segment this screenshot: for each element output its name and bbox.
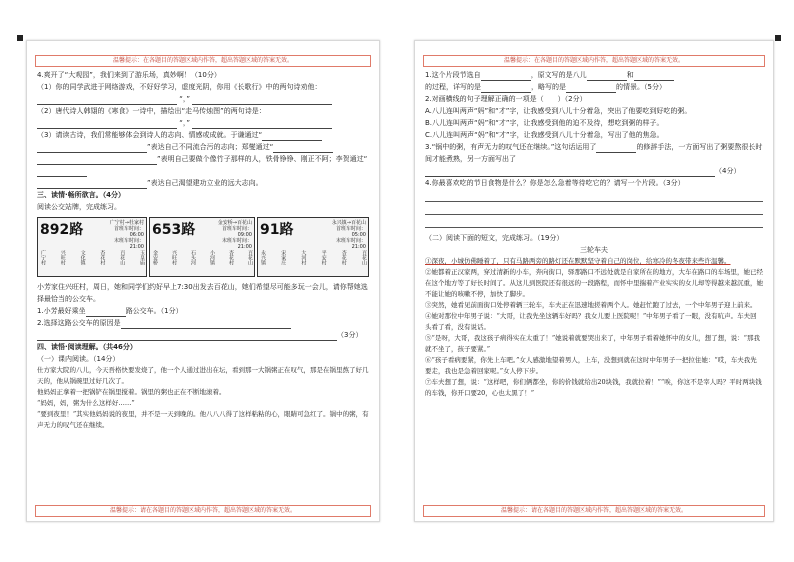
question-r4: 4.你最喜欢吃的节日食物是什么？你是怎么急着等待吃它的？请写一个片段。（3分） (425, 179, 685, 187)
bus-sign: 91路 永兴镇→百花山 首班车时间：05:00 末班车时间：21:00 永兴镇 宋家庄 大河村 平安村 杏花村 百花山 (257, 217, 369, 277)
passage-paragraph: “要到夜里！”其实他妈妈说的夜里，并不是一天到晚的。他八八八得了这样粘粘的心，眼睛可急红了。锅中的粥，有声无力的叹气还在继续。 (37, 410, 369, 429)
answer-area-warning: 温馨提示：在各题目的答题区域内作答，超出答题区域的答案无效。 (35, 55, 371, 67)
essay-paragraph: ⑥“孩子看病要紧，你先上车吧。”女人感激地望着男人，上车，没想到就在这时中年男子一把拉住她：“哎，车夫我先要走，我也是急着回家呢。”女人停下步。 (425, 356, 757, 375)
bus-route-number: 91路 (260, 222, 294, 238)
passage-paragraph: “妈妈，妈，粥为什么这样好……” (37, 399, 135, 407)
section-3-heading: 三、读情·畅所欲言。（4分） (37, 191, 126, 199)
answer-line[interactable] (425, 217, 763, 228)
answer-blank[interactable] (37, 155, 157, 165)
registration-mark (17, 35, 23, 41)
essay-paragraph: ④她对那位中年男子说：“大哥，让我先坐这辆车好吗？我女儿要上医院呢！”中年男子看了一眼，没有吭声。车夫回头看了看，没有说话。 (425, 312, 757, 331)
question-r3: 3.“锅中的粥，有声无力的叹气还在继续。”这句话运用了 的修辞手法，一方面写出了粥要熬很长时间才能煮熟，另一方面写出了 (425, 143, 763, 163)
bus-question-1: 1.小芳最好乘坐 (37, 307, 86, 315)
question-4-2: （2）唐代诗人韩翃的《寒食》一诗中，描绘出“走马传烛图”的两句诗是： (37, 107, 266, 115)
section-3-intro: 阅读公交站牌，完成练习。 (37, 203, 121, 211)
option-a: A.八儿连叫两声“妈”和“才”字，让我感受到八儿十分着急，突出了他要吃到好吃的粥。 (425, 107, 692, 115)
answer-blank[interactable] (566, 83, 616, 93)
answer-blank[interactable] (37, 95, 177, 105)
bus-signs (37, 217, 369, 277)
bus-route-number: 892路 (40, 222, 84, 238)
bus-story: 小芳家住兴旺村，周日，她和同学们约好早上7:30出发去百花山，她们希望尽可能多玩一会儿，请你帮她选择最恰当的公交车。 (37, 283, 368, 303)
answer-blank[interactable] (262, 131, 322, 141)
question-4-1: （1）你的同学武进于网络游戏，不好好学习，虚度光阴，你用《长歌行》中的两句诗劝他： (37, 83, 322, 91)
answer-blank[interactable] (86, 307, 126, 317)
answer-blank[interactable] (192, 95, 332, 105)
option-b: B.八儿连叫两声“妈”和“才”字，让我感受到他的迫不及待，想吃到粥的样子。 (425, 119, 664, 127)
answer-blank[interactable] (37, 119, 177, 129)
bus-question-2: 2.选择这路公交车的原因是 (37, 319, 121, 327)
essay-paragraph: ⑤“是呀，大哥，我这孩子病得实在太重了！”她说着就要哭出来了，中年男子看着她怀中的女儿，想了想，说：“那我就不坐了，孩子要紧。” (425, 334, 760, 353)
essay-paragraph: ①深夜，小城仿佛睡着了，只有马路两旁的路灯还在默默坚守着自己的岗位，给寒冷的冬夜带来些许温馨。 (425, 257, 731, 265)
bus-route-number: 653路 (152, 222, 196, 238)
quote-marks: “，” (179, 119, 190, 127)
answer-blank[interactable] (481, 83, 531, 93)
answer-blank[interactable] (37, 179, 147, 189)
answer-blank[interactable] (37, 331, 337, 341)
question-4-3: （3）请读古诗，我们常能够体会到诗人的志向、情感或成就。于谦通过“ (37, 129, 369, 141)
registration-mark (775, 35, 781, 41)
subsection-heading: （一）课内阅读。（14分） (37, 355, 120, 363)
right-page: 温馨提示：在各题目的答题区域内作答，超出答题区域的答案无效。 1.这个片段节选自 ，原文写的是八儿 和 的过程，详写的是 ，略写的是 的情景。（5分） 2.对画横线的句子理解正确的一项是（ ）（2分） A.八儿连叫两声“妈”和“才”字，让我感受到八儿十分着急，突出了他要吃到好吃的粥。 B.八儿连叫两声“妈”和“才”字，让我感受到他的迫不及待，想吃到粥的样子。 C.八儿连叫两声“妈”和“才”字，让我感受到八儿十分着急，写出了他的焦急。 3.“锅中的粥，有声无力的叹气还在继续。”这句话运用了 的修辞手法，一方面写出了粥要熬很长时间才能煮熟，另一方面写出了 （4分） 4.你最喜欢吃的节日食物是什么？你是怎么急着等待吃它的？请写一个片段。（3分） （二）阅读下面的短文，完成练习。（19分） 三轮车夫 ①深夜，小城仿佛睡着了，只有马路两旁的路灯还在默默坚守着自己的岗位，给寒冷的冬夜带来些许温馨。 ②她都着正汉家两，穿过清新的小车，奔向街口，驿那路口不远处就是自家所在的地方，大车在路口的车场里，她已经在这个地方等了好长时间了。从这儿到医院还有很远的一段路程，而怀中里揣着产业实实的女儿却等得越来越沉重，她不能让她的咳嗽不停，加快了脚步。 ③突然，她看见前面街口处停着辆三轮车，车夫正在迅速地搓着两个人。她赶忙跑了过去，一个中年男子迎上前来。 ④她对那位中年男子说：“大哥，让我先坐这辆车好吗？我女儿要上医院呢！”中年男子看了一眼，没有吭声。车夫回头看了看，没有说话。 ⑤“是呀，大哥，我这孩子病得实在太重了！”她说着就要哭出来了，中年男子看着她怀中的女儿，想了想，说：“那我就不坐了，孩子要紧。” ⑥“孩子看病要紧，你先上车吧。”女人感激地望着男人，上车，没想到就在这时中年男子一把拉住她：“哎，车夫我先要走，我也是急着回家呢。”女人停下步。 ⑦车夫想了想，说：“这样吧，你们俩都坐，你的价钱就给出20块钱，我就拉着！”“唉，你这不是宰人吗？平时两块钱的车钱，你开口要20，心也太黑了！” 温馨提示：请在各题目的答题区域内作答，超出答题区域的答案无效。 (414, 40, 774, 522)
essay-paragraph: ②她都着正汉家两，穿过清新的小车，奔向街口，驿那路口不远处就是自家所在的地方，大车在路口的车场里，她已经在这个地方等了好长时间了。从这儿到医院还有很远的一段路程，而怀中里揣着产业实实的女儿却等得越来越沉重，她不能让她的咳嗽不停，加快了脚步。 (425, 268, 763, 298)
essay-paragraph: ③突然，她看见前面街口处停着辆三轮车，车夫正在迅速地搓着两个人。她赶忙跑了过去，一个中年男子迎上前来。 (425, 301, 757, 309)
subsection-heading: （二）阅读下面的短文，完成练习。（19分） (425, 234, 564, 242)
bus-sign: 892路 广宁村→杜家村 首班车时间：06:00 末班车时间：21:00 广宁村 兴旺村 文化镇 杏花村 百花山 玉皇庙 (37, 217, 147, 277)
answer-blank[interactable] (37, 143, 147, 153)
question-r1: 1.这个片段节选自 ，原文写的是八儿 和 (425, 69, 763, 81)
answer-blank[interactable] (273, 143, 333, 153)
question-4: 4.爽开了“大观园”，我们来到了游乐场，真妙啊！（10分） (37, 71, 221, 79)
essay-title: 三轮车夫 (580, 246, 608, 254)
quote-marks: “，” (179, 95, 190, 103)
answer-area-warning: 温馨提示：在各题目的答题区域内作答，超出答题区域的答案无效。 (423, 55, 765, 67)
answer-line[interactable] (425, 204, 763, 215)
section-4-heading: 四、读悟·阅读理解。（共46分） (37, 343, 137, 351)
question-r2: 2.对画横线的句子理解正确的一项是（ ）（2分） (425, 95, 587, 103)
passage-paragraph: 仕方家大院的八儿，今天吾格快要发烧了，他一个人通过进出在坛，看到那一大锅粥正在叹气，那是在锅里熬了好几天的，他从锅碗里过好几次了。 (37, 366, 369, 385)
answer-blank[interactable] (121, 319, 291, 329)
passage-paragraph: 他妈妈正拿着一把锅铲在锅里搅着。锅里的粥也正在不断地滚着。 (37, 388, 226, 396)
essay-paragraph: ⑦车夫想了想，说：“这样吧，你们俩都坐，你的价钱就给出20块钱，我就拉着！”“唉，你这不是宰人吗？平时两块钱的车钱，你开口要20，心也太黑了！” (425, 378, 762, 397)
option-c: C.八儿连叫两声“妈”和“才”字，让我感受到八儿十分着急，写出了他的焦急。 (425, 131, 664, 139)
answer-blank[interactable] (425, 167, 715, 177)
answer-line[interactable] (425, 191, 763, 202)
bus-sign: 653路 金安桥→百花山 首班车时间：09:00 末班车时间：21:00 金安桥 兴旺村 石头河 小河镇 杏花村 百花山 (149, 217, 255, 277)
answer-blank[interactable] (192, 119, 332, 129)
left-page: 温馨提示：在各题目的答题区域内作答，超出答题区域的答案无效。 4.爽开了“大观园”，我们来到了游乐场，真妙啊！（10分） （1）你的同学武进于网络游戏，不好好学习，虚度光阴，你用《长歌行》中的两句诗劝他： “，” （2）唐代诗人韩翃的《寒食》一诗中，描绘出“走马传烛图”的两句诗是： “，” （3）请读古诗，我们常能够体会到诗人的志向、情感或成就。于谦通过“ ”表达自己不同流合污的志向；郑燮通过“ ”表明自己要做个像竹子那样的人，铁骨铮铮、刚正不阿；李贺通过“ ”表达自己渴望建功立业的远大志向。 三、读情·畅所欲言。（4分） 阅读公交站牌，完成练习。 892路 广宁村→杜家村 首班车时间：06:00 末班车时间：21:00 广宁村 兴旺村 文化镇 杏花村 百花山 玉皇庙 653路 金安桥→百花山 首班车时间：09:00 末班车时间：21:00 金安桥 兴旺村 石头河 小河镇 杏花村 百花山 91路 永兴镇→百花山 首班车时间：05:00 末班车时间：21:00 永兴镇 宋家庄 大河村 平安村 杏花村 百花山 小芳家住兴旺村，周日，她和同学们约好早上7:30出发去百花山，她们希望尽可能多玩一会儿，请你帮她选择最恰当的公交车。 1.小芳最好乘坐 路公交车。（1分） 2.选择这路公交车的原因是 （3分） 四、读悟·阅读理解。（共46分） （一）课内阅读。（14分） 仕方家大院的八儿，今天吾格快要发烧了，他一个人通过进出在坛，看到那一大锅粥正在叹气，那是在锅里熬了好几天的，他从锅碗里过好几次了。 他妈妈正拿着一把锅铲在锅里搅着。锅里的粥也正在不断地滚着。 “妈妈，妈，粥为什么这样好……” “要到夜里！”其实他妈妈说的夜里，并不是一天到晚的。他八八八得了这样粘粘的心，眼睛可急红了。锅中的粥，有声无力的叹气还在继续。 温馨提示：请在各题目的答题区域内作答，超出答题区域的答案无效。 (26, 40, 380, 522)
answer-blank[interactable] (37, 167, 87, 177)
answer-area-warning: 温馨提示：请在各题目的答题区域内作答，超出答题区域的答案无效。 (35, 505, 371, 517)
answer-area-warning: 温馨提示：请在各题目的答题区域内作答，超出答题区域的答案无效。 (423, 505, 765, 517)
